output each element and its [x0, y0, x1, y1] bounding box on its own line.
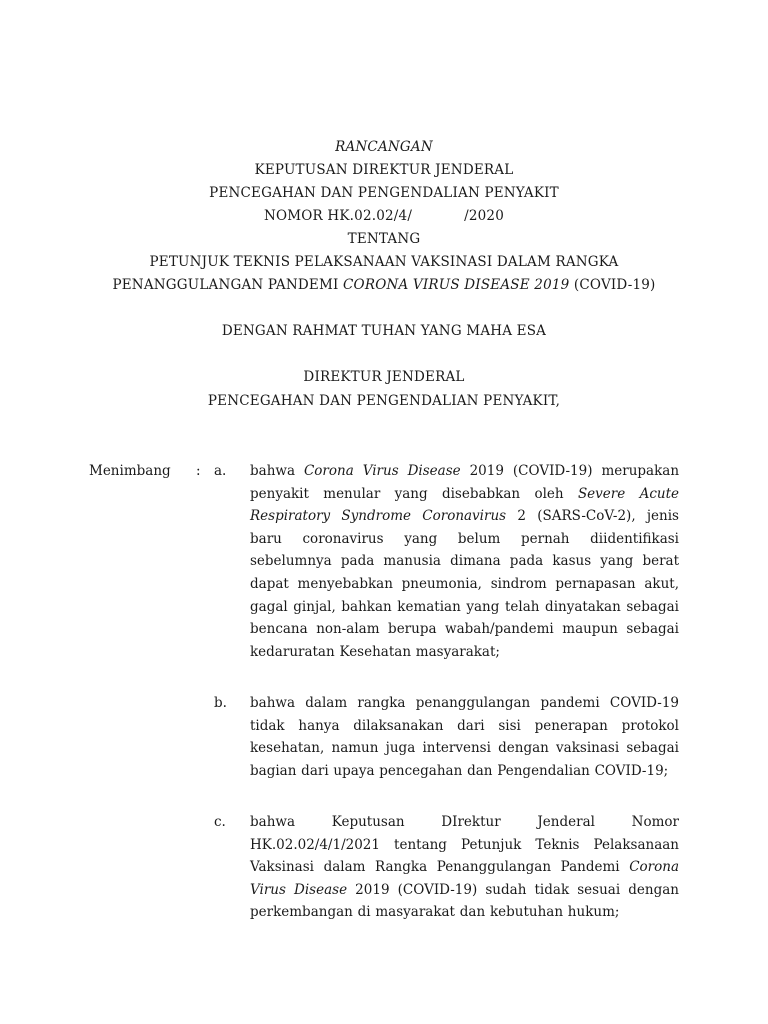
item-letter-b: b.: [214, 695, 227, 711]
draft-label: RANCANGAN: [335, 139, 433, 155]
signatory-title-2: PENCEGAHAN DAN PENGENDALIAN PENYAKIT,: [207, 393, 561, 409]
item-b-part-1: bahwa dalam rangka penanggulangan pandemi COVID-19 tidak hanya dilaksanakan dari sisi penerapan protokol kesehatan, namun juga intervensi dengan vaksinasi sebagai bagian dari upaya pencegahan dan Pengendalian COVID-19;: [250, 695, 679, 779]
subject-line-2-italic: CORONA VIRUS DISEASE 2019: [343, 277, 570, 293]
item-text-c: [250, 811, 679, 924]
item-a-part-4: Severe Acute Respiratory Syndrome Coronavirus: [250, 485, 679, 525]
item-c-part-2: Corona Virus Disease: [250, 859, 679, 898]
subject-line-1: PETUNJUK TEKNIS PELAKSANAAN VAKSINASI DALAM RANGKA: [149, 254, 619, 270]
item-letter-a: a.: [214, 463, 227, 479]
item-letter-c: c.: [214, 814, 226, 830]
item-a-part-3: 2019 (COVID-19) merupakan penyakit menular yang disebabkan oleh: [250, 463, 680, 502]
considering-colon: :: [196, 463, 201, 479]
subject-line-2-post: (COVID-19): [569, 277, 656, 293]
subject-line-2-pre: PENANGGULANGAN PANDEMI: [112, 277, 344, 293]
item-c-part-1: bahwa Keputusan DIrektur Jenderal Nomor HK.02.02/4/1/2021 tentang Petunjuk Teknis Pelaksanaan Vaksinasi dalam Rangka Penanggulangan Pandemi: [250, 814, 679, 876]
considering-label: Menimbang: [89, 463, 171, 479]
item-a-part-2: Corona Virus Disease: [303, 463, 461, 479]
signatory-title-1: DIREKTUR JENDERAL: [303, 369, 465, 385]
decree-title: KEPUTUSAN DIREKTUR JENDERAL: [254, 162, 514, 178]
decree-number: [0, 205, 768, 227]
subject-line-2: [0, 274, 768, 296]
item-text-a: [250, 460, 679, 663]
decree-number-suffix: /2020: [464, 208, 505, 224]
decree-number-prefix: NOMOR HK.02.02/4/: [263, 208, 413, 224]
item-c-part-3: 2019 (COVID-19) sudah tidak sesuai dengan perkembangan di masyarakat dan kebutuhan hukum;: [250, 881, 679, 921]
directorate-title: PENCEGAHAN DAN PENGENDALIAN PENYAKIT: [209, 185, 559, 201]
item-a-part-1: bahwa: [250, 463, 304, 479]
item-text-b: [250, 692, 679, 782]
item-a-part-5: 2 (SARS-CoV-2), jenis baru coronavirus yang belum pernah diidentifikasi sebelumnya pada manusia dimana pada kasus yang berat dapat menyebabkan pneumonia, sindrom pernapasan akut, gagal ginjal, bahkan kematian yang telah dinyatakan sebagai bencana non-alam berupa wabah/pandemi maupun sebagai kedaruratan Kesehatan masyarakat;: [250, 508, 679, 660]
about-label: TENTANG: [347, 231, 421, 247]
invocation: DENGAN RAHMAT TUHAN YANG MAHA ESA: [221, 323, 547, 339]
